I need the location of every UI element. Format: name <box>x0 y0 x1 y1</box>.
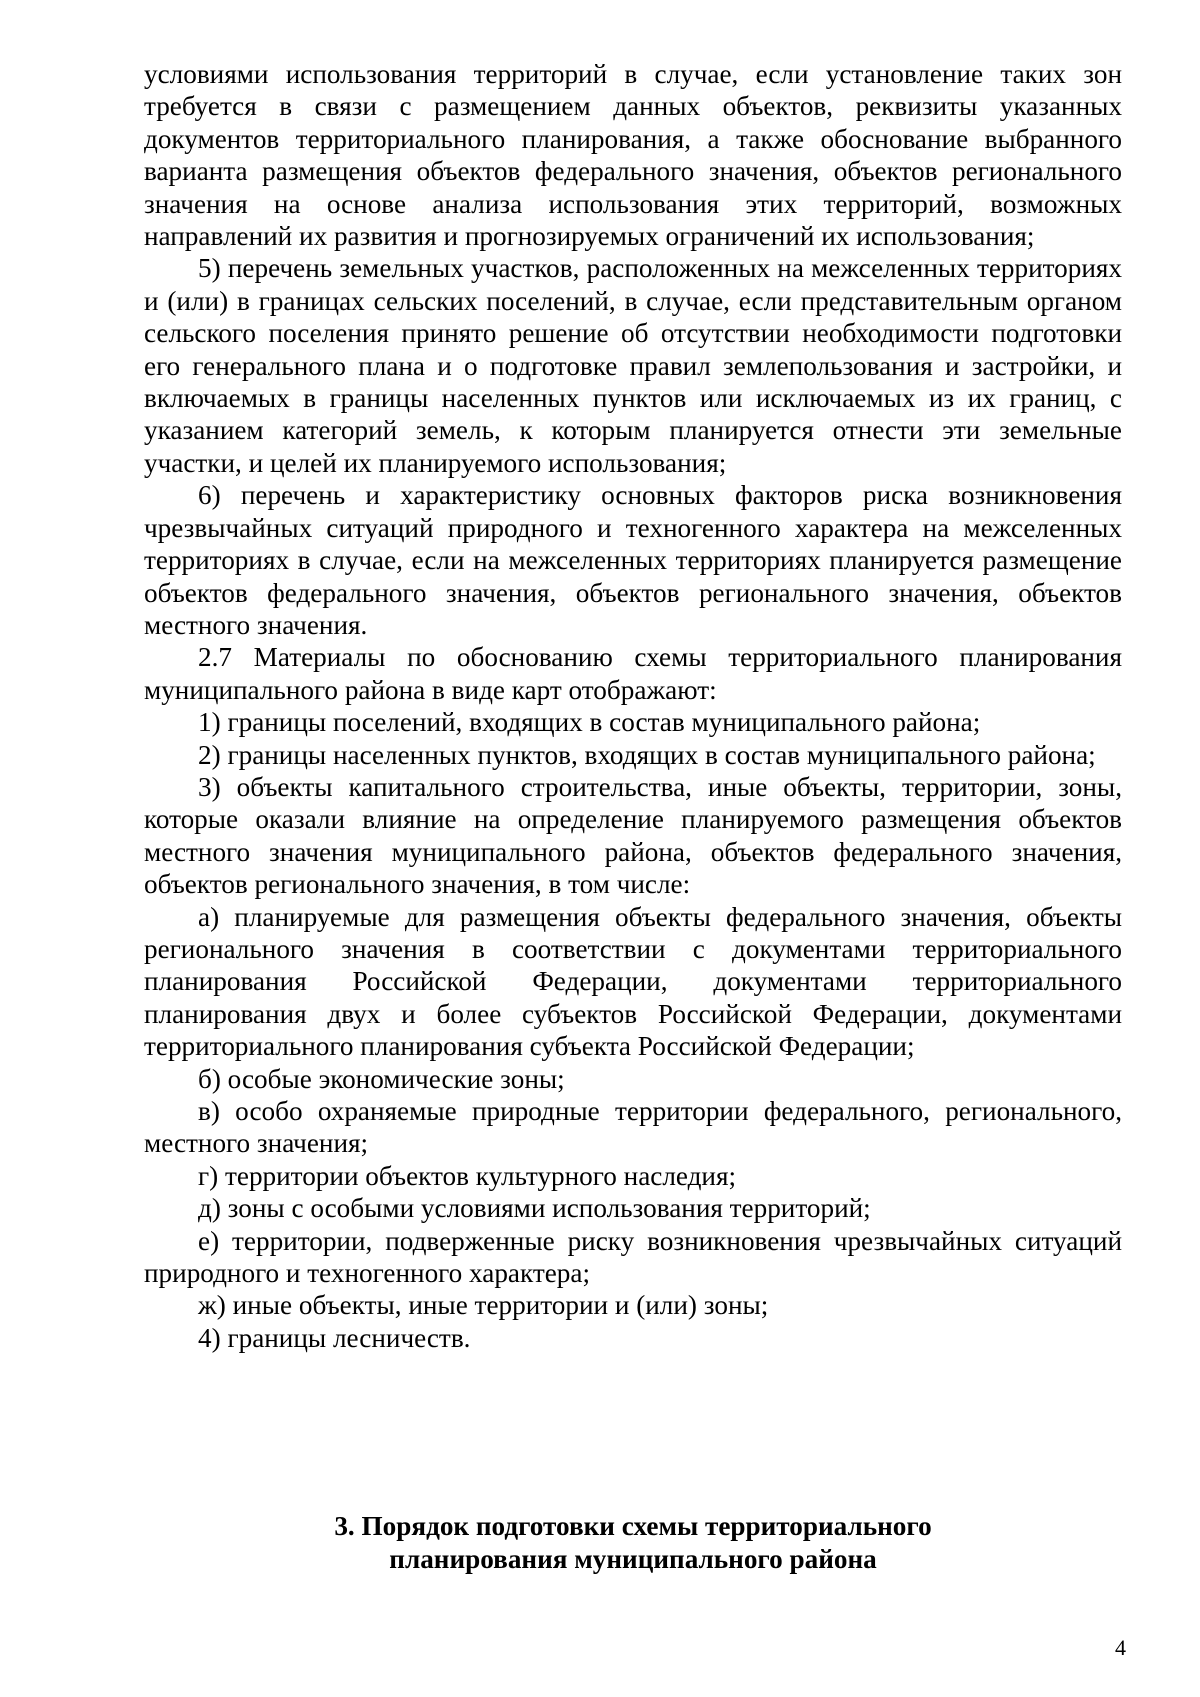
paragraph-continuation: условиями использования территорий в случае, если установление таких зон требуется в связи с размещением данных объектов, реквизиты указанных документов территориального планирования, а также обоснование выбранного варианта размещения объектов федерального значения, объектов регионального значения на основе анализа использования этих территорий, возможных направлений их развития и прогнозируемых ограничений их использования; <box>144 59 1122 252</box>
sublist-item-v: в) особо охраняемые природные территории федерального, регионального, местного значения; <box>144 1096 1122 1159</box>
list-item-3: 3) объекты капитального строительства, иные объекты, территории, зоны, которые оказали влияние на определение планируемого размещения объектов местного значения муниципального района, объектов федерального значения, объектов регионального значения, в том числе: <box>144 771 1122 900</box>
sublist-item-a: а) планируемые для размещения объекты федерального значения, объекты регионального значения в соответствии с документами территориального планирования Российской Федерации, документами территориального планирования двух и более субъектов Российской Федерации, документами территориального планирования субъекта Российской Федерации; <box>144 901 1122 1062</box>
section-heading <box>144 1510 1122 1576</box>
sublist-item-d: д) зоны с особыми условиями использования территорий; <box>198 1193 871 1224</box>
page-number: 4 <box>1115 1635 1126 1660</box>
sublist-item-b: б) особые экономические зоны; <box>198 1063 565 1094</box>
document-body <box>144 58 1122 1354</box>
paragraph-2-7: 2.7 Материалы по обоснованию схемы территориального планирования муниципального района в виде карт отображают: <box>144 642 1122 705</box>
list-item-4: 4) границы лесничеств. <box>198 1322 471 1353</box>
list-item-1: 1) границы поселений, входящих в состав муниципального района; <box>198 707 981 738</box>
list-item-2: 2) границы населенных пунктов, входящих в состав муниципального района; <box>198 739 1096 770</box>
sublist-item-g: г) территории объектов культурного наследия; <box>198 1160 737 1191</box>
paragraph-item-5: 5) перечень земельных участков, расположенных на межселенных территориях и (или) в границах сельских поселений, в случае, если представительным органом сельского поселения принято решение об отсутствии необходимости подготовки его генерального плана и о подготовке правил землепользования и застройки, и включаемых в границы населенных пунктов или исключаемых из их границ, с указанием категорий земель, к которым планируется отнести эти земельные участки, и целей их планируемого использования; <box>144 253 1122 478</box>
section-heading-line-2: планирования муниципального района <box>389 1544 877 1574</box>
paragraph-item-6: 6) перечень и характеристику основных факторов риска возникновения чрезвычайных ситуаций природного и техногенного характера на межселенных территориях в случае, если на межселенных территориях планируется размещение объектов федерального значения, объектов регионального значения, объектов местного значения. <box>144 480 1122 640</box>
sublist-item-zh: ж) иные объекты, иные территории и (или) зоны; <box>198 1290 769 1321</box>
sublist-item-e: е) территории, подверженные риску возникновения чрезвычайных ситуаций природного и техногенного характера; <box>144 1225 1122 1289</box>
section-heading-line-1: 3. Порядок подготовки схемы территориального <box>334 1511 932 1541</box>
